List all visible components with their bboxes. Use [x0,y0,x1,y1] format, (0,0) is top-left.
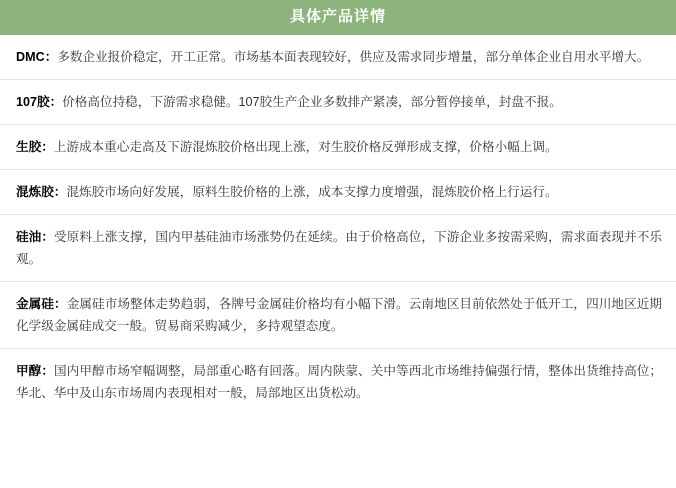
list-item [0,215,676,282]
label-separator: ： [53,184,67,199]
product-description: 上游成本重心走高及下游混炼胶价格出现上涨，对生胶价格反弹形成支撑，价格小幅上调。 [53,139,558,154]
product-label: DMC [16,49,45,64]
product-description: 多数企业报价稳定，开工正常。市场基本面表现较好，供应及需求同步增量，部分单体企业自用水平增大。 [57,49,650,64]
row-text [16,136,662,158]
label-separator: ： [41,139,54,154]
row-text [16,91,662,113]
list-item [0,125,676,170]
page-title: 具体产品详情 [0,0,676,35]
list-item [0,282,676,349]
product-detail-list [0,35,676,488]
label-separator: ： [41,363,55,378]
product-label: 甲醇 [16,363,42,378]
product-label: 生胶 [16,139,42,154]
product-label: 107胶 [16,94,50,109]
label-separator: ： [54,296,67,311]
label-separator: ： [41,229,55,244]
row-text [16,226,662,270]
product-description: 国内甲醇市场窄幅调整，局部重心略有回落。周内陕蒙、关中等西北市场维持偏强行情，整体出货维持高位；华北、华中及山东市场周内表现相对一般，局部地区出货松动。 [16,363,663,400]
product-description: 价格高位持稳，下游需求稳健。107胶生产企业多数排产紧凑，部分暂停接单，封盘不报。 [62,94,562,109]
label-separator: ： [49,94,63,109]
label-separator: ： [44,49,58,64]
row-text [16,181,662,203]
row-text [16,46,662,68]
product-description: 混炼胶市场向好发展，原料生胶价格的上涨，成本支撑力度增强，混炼胶价格上行运行。 [66,184,558,199]
list-item [0,35,676,80]
row-text [16,293,662,337]
row-text [16,360,662,404]
product-label: 混炼胶 [16,184,54,199]
product-description: 金属硅市场整体走势趋弱，各牌号金属硅价格均有小幅下滑。云南地区目前依然处于低开工，四川地区近期化学级金属硅成交一般。贸易商采购减少，多持观望态度。 [16,296,663,333]
product-label: 硅油 [16,229,42,244]
list-item [0,80,676,125]
product-description: 受原料上涨支撑，国内甲基硅油市场涨势仍在延续。由于价格高位，下游企业多按需采购，需求面表现并不乐观。 [16,229,663,266]
product-label: 金属硅 [16,296,55,311]
list-item [0,349,676,415]
list-item [0,170,676,215]
